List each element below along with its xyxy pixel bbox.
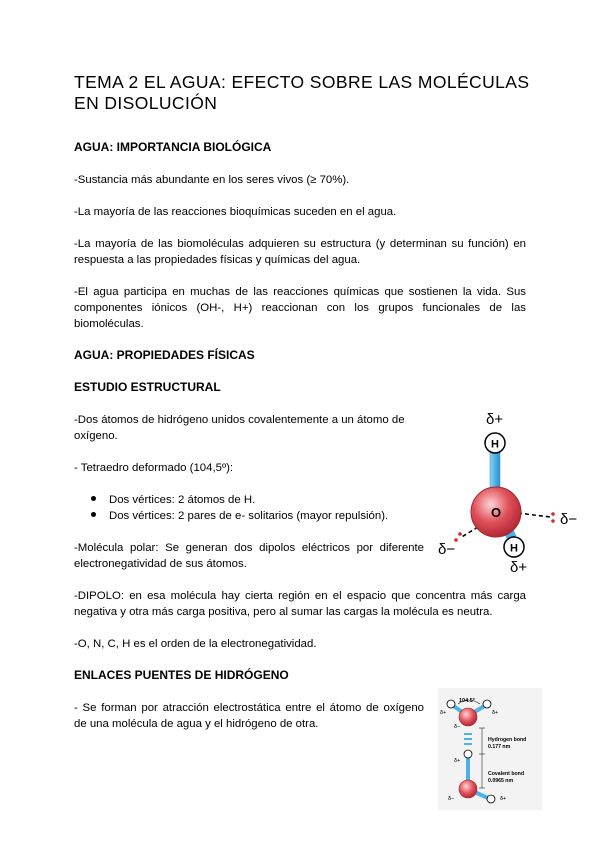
delta-plus-label: δ+ xyxy=(500,796,507,802)
paragraph: - Tetraedro deformado (104,5º): xyxy=(74,462,234,474)
delta-minus-label: δ− xyxy=(560,511,578,528)
paragraph: -DIPOLO: en esa molécula hay cierta región en el espacio que concentra más carga negativa y otra más carga positiva, pero al sumar las cargas la molécula es neutra. xyxy=(74,590,526,618)
delta-minus-label: δ− xyxy=(448,796,455,802)
paragraph: -Molécula polar: Se generan dos dipolos eléctricos por diferente electronegatividad de sus átomos. xyxy=(74,542,424,570)
paragraph: -O, N, C, H es el orden de la electronegatividad. xyxy=(74,638,317,650)
hydrogen-label: H xyxy=(491,438,499,451)
bullet-item: Dos vértices: 2 pares de e- solitarios (mayor repulsión). xyxy=(91,508,388,524)
hydrogen-bond-value: 0.177 nm xyxy=(488,744,511,750)
delta-minus-label: δ− xyxy=(438,541,456,558)
delta-plus-label: δ+ xyxy=(510,559,528,576)
oxygen-atom xyxy=(459,780,477,798)
hydrogen-label: H xyxy=(510,542,518,555)
paragraph: -El agua participa en muchas de las reacciones químicas que sostienen la vida. Sus componentes iónicos (OH-, H+) reaccionan con los grupos funcionales de las biomoléculas. xyxy=(74,286,526,330)
paragraph: -Sustancia más abundante en los seres vivos (≥ 70%). xyxy=(74,174,350,186)
hydrogen-atom xyxy=(464,750,472,758)
delta-plus-label: δ+ xyxy=(454,758,461,764)
page-title xyxy=(74,72,544,114)
paragraph: -Dos átomos de hidrógeno unidos covalentemente a un átomo de oxígeno. xyxy=(74,414,405,442)
paragraph: - Se forman por atracción electrostática entre el átomo de oxígeno de una molécula de agua y el hidrógeno de otra. xyxy=(74,702,424,730)
hydrogen-atom xyxy=(447,700,455,708)
section-heading-importancia: AGUA: IMPORTANCIA BIOLÓGICA xyxy=(74,140,272,154)
delta-plus-label: δ+ xyxy=(440,710,447,716)
oxygen-label: O xyxy=(490,505,502,520)
paragraph: -La mayoría de las biomoléculas adquieren su estructura (y determinan su función) en respuesta a las propiedades físicas y químicas del agua. xyxy=(74,238,526,266)
section-heading-puentes: ENLACES PUENTES DE HIDRÓGENO xyxy=(74,668,289,682)
bullet-dot-icon xyxy=(91,512,96,517)
section-heading-propiedades: AGUA: PROPIEDADES FÍSICAS xyxy=(74,348,255,362)
bullet-dot-icon xyxy=(91,496,96,501)
lone-pair-line xyxy=(460,527,478,538)
angle-label: 104.5° xyxy=(459,698,475,704)
oxygen-atom xyxy=(459,708,477,726)
hydrogen-bond-label: Hydrogen bond xyxy=(488,737,527,743)
covalent-bond-value: 0.0965 nm xyxy=(488,778,514,784)
water-molecule-figure xyxy=(430,400,590,580)
delta-plus-label: δ+ xyxy=(486,411,504,428)
hydrogen-bond-figure xyxy=(438,688,542,810)
lone-pair-line xyxy=(518,513,550,517)
electron-dot xyxy=(551,512,555,516)
paragraph: -La mayoría de las reacciones bioquímicas suceden en el agua. xyxy=(74,206,397,218)
bullet-item: Dos vértices: 2 átomos de H. xyxy=(91,492,255,508)
page-title-line2: EN DISOLUCIÓN xyxy=(74,93,218,113)
subheading-estructural: ESTUDIO ESTRUCTURAL xyxy=(74,380,221,394)
electron-dot xyxy=(551,519,555,523)
electron-dot xyxy=(458,532,462,536)
page-title-line1: TEMA 2 EL AGUA: EFECTO SOBRE LAS MOLÉCULAS xyxy=(74,72,530,92)
hydrogen-atom xyxy=(483,700,491,708)
hydrogen-atom xyxy=(487,795,495,803)
covalent-bond-label: Covalent bond xyxy=(488,771,525,777)
delta-minus-label: δ− xyxy=(454,724,461,730)
delta-plus-label: δ+ xyxy=(492,710,499,716)
